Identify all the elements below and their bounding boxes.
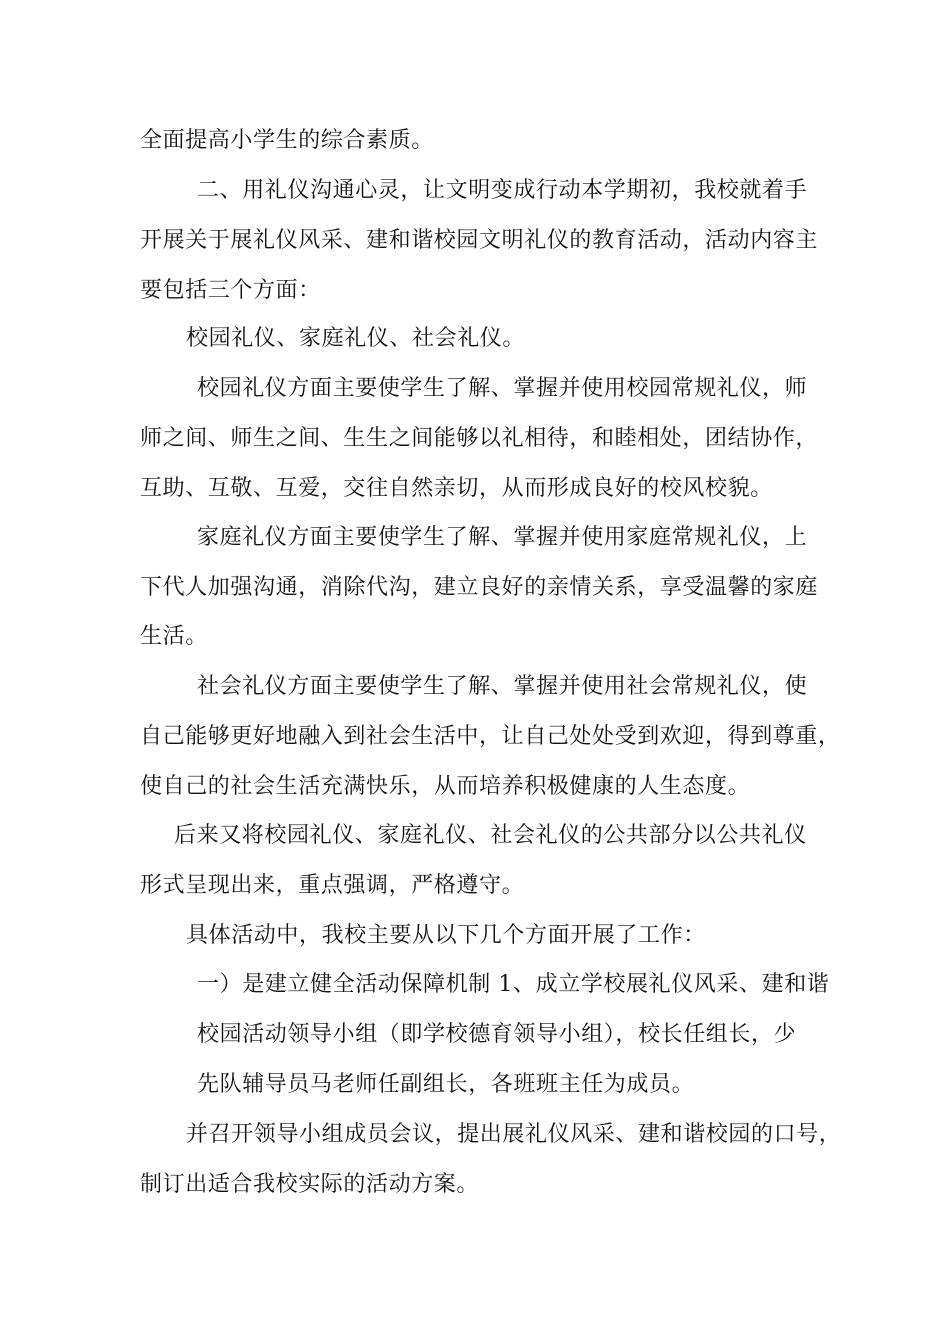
text-line: 生活。 bbox=[140, 624, 208, 649]
text-line: 并召开领导小组成员会议，提出展礼仪风采、建和谐校园的口号， bbox=[186, 1122, 842, 1147]
text-line: 自己能够更好地融入到社会生活中，让自己处处受到欢迎，得到尊重， bbox=[140, 724, 841, 749]
text-line: 使自己的社会生活充满快乐，从而培养积极健康的人生态度。 bbox=[140, 774, 751, 799]
text-line: 要包括三个方面： bbox=[140, 278, 321, 303]
text-line: 校园活动领导小组（即学校德育领导小组），校长任组长，少 bbox=[197, 1022, 797, 1047]
text-line: 一）是建立健全活动保障机制 1、成立学校展礼仪风采、建和谐 bbox=[197, 972, 830, 997]
text-line: 社会礼仪方面主要使学生了解、掌握并使用社会常规礼仪，使 bbox=[197, 674, 808, 699]
text-line: 校园礼仪、家庭礼仪、社会礼仪。 bbox=[186, 326, 526, 351]
text-line: 二、用礼仪沟通心灵，让文明变成行动本学期初，我校就着手 bbox=[197, 178, 808, 203]
text-line: 家庭礼仪方面主要使学生了解、掌握并使用家庭常规礼仪，上 bbox=[197, 525, 808, 550]
text-line: 形式呈现出来，重点强调，严格遵守。 bbox=[140, 873, 525, 898]
text-line: 师之间、师生之间、生生之间能够以礼相待，和睦相处，团结协作， bbox=[140, 426, 819, 451]
text-line: 后来又将校园礼仪、家庭礼仪、社会礼仪的公共部分以公共礼仪 bbox=[174, 823, 807, 848]
text-line: 具体活动中，我校主要从以下几个方面开展了工作： bbox=[186, 923, 706, 948]
text-line: 全面提高小学生的综合素质。 bbox=[140, 128, 434, 153]
text-line: 开展关于展礼仪风采、建和谐校园文明礼仪的教育活动，活动内容主 bbox=[140, 228, 819, 253]
text-line: 下代人加强沟通，消除代沟，建立良好的亲情关系，享受温馨的家庭 bbox=[140, 575, 819, 600]
text-line: 制订出适合我校实际的活动方案。 bbox=[140, 1172, 480, 1197]
text-line: 校园礼仪方面主要使学生了解、掌握并使用校园常规礼仪，师 bbox=[197, 376, 808, 401]
text-line: 互助、互敬、互爱，交往自然亲切，从而形成良好的校风校貌。 bbox=[140, 476, 773, 501]
text-line: 先队辅导员马老师任副组长，各班班主任为成员。 bbox=[197, 1072, 695, 1097]
